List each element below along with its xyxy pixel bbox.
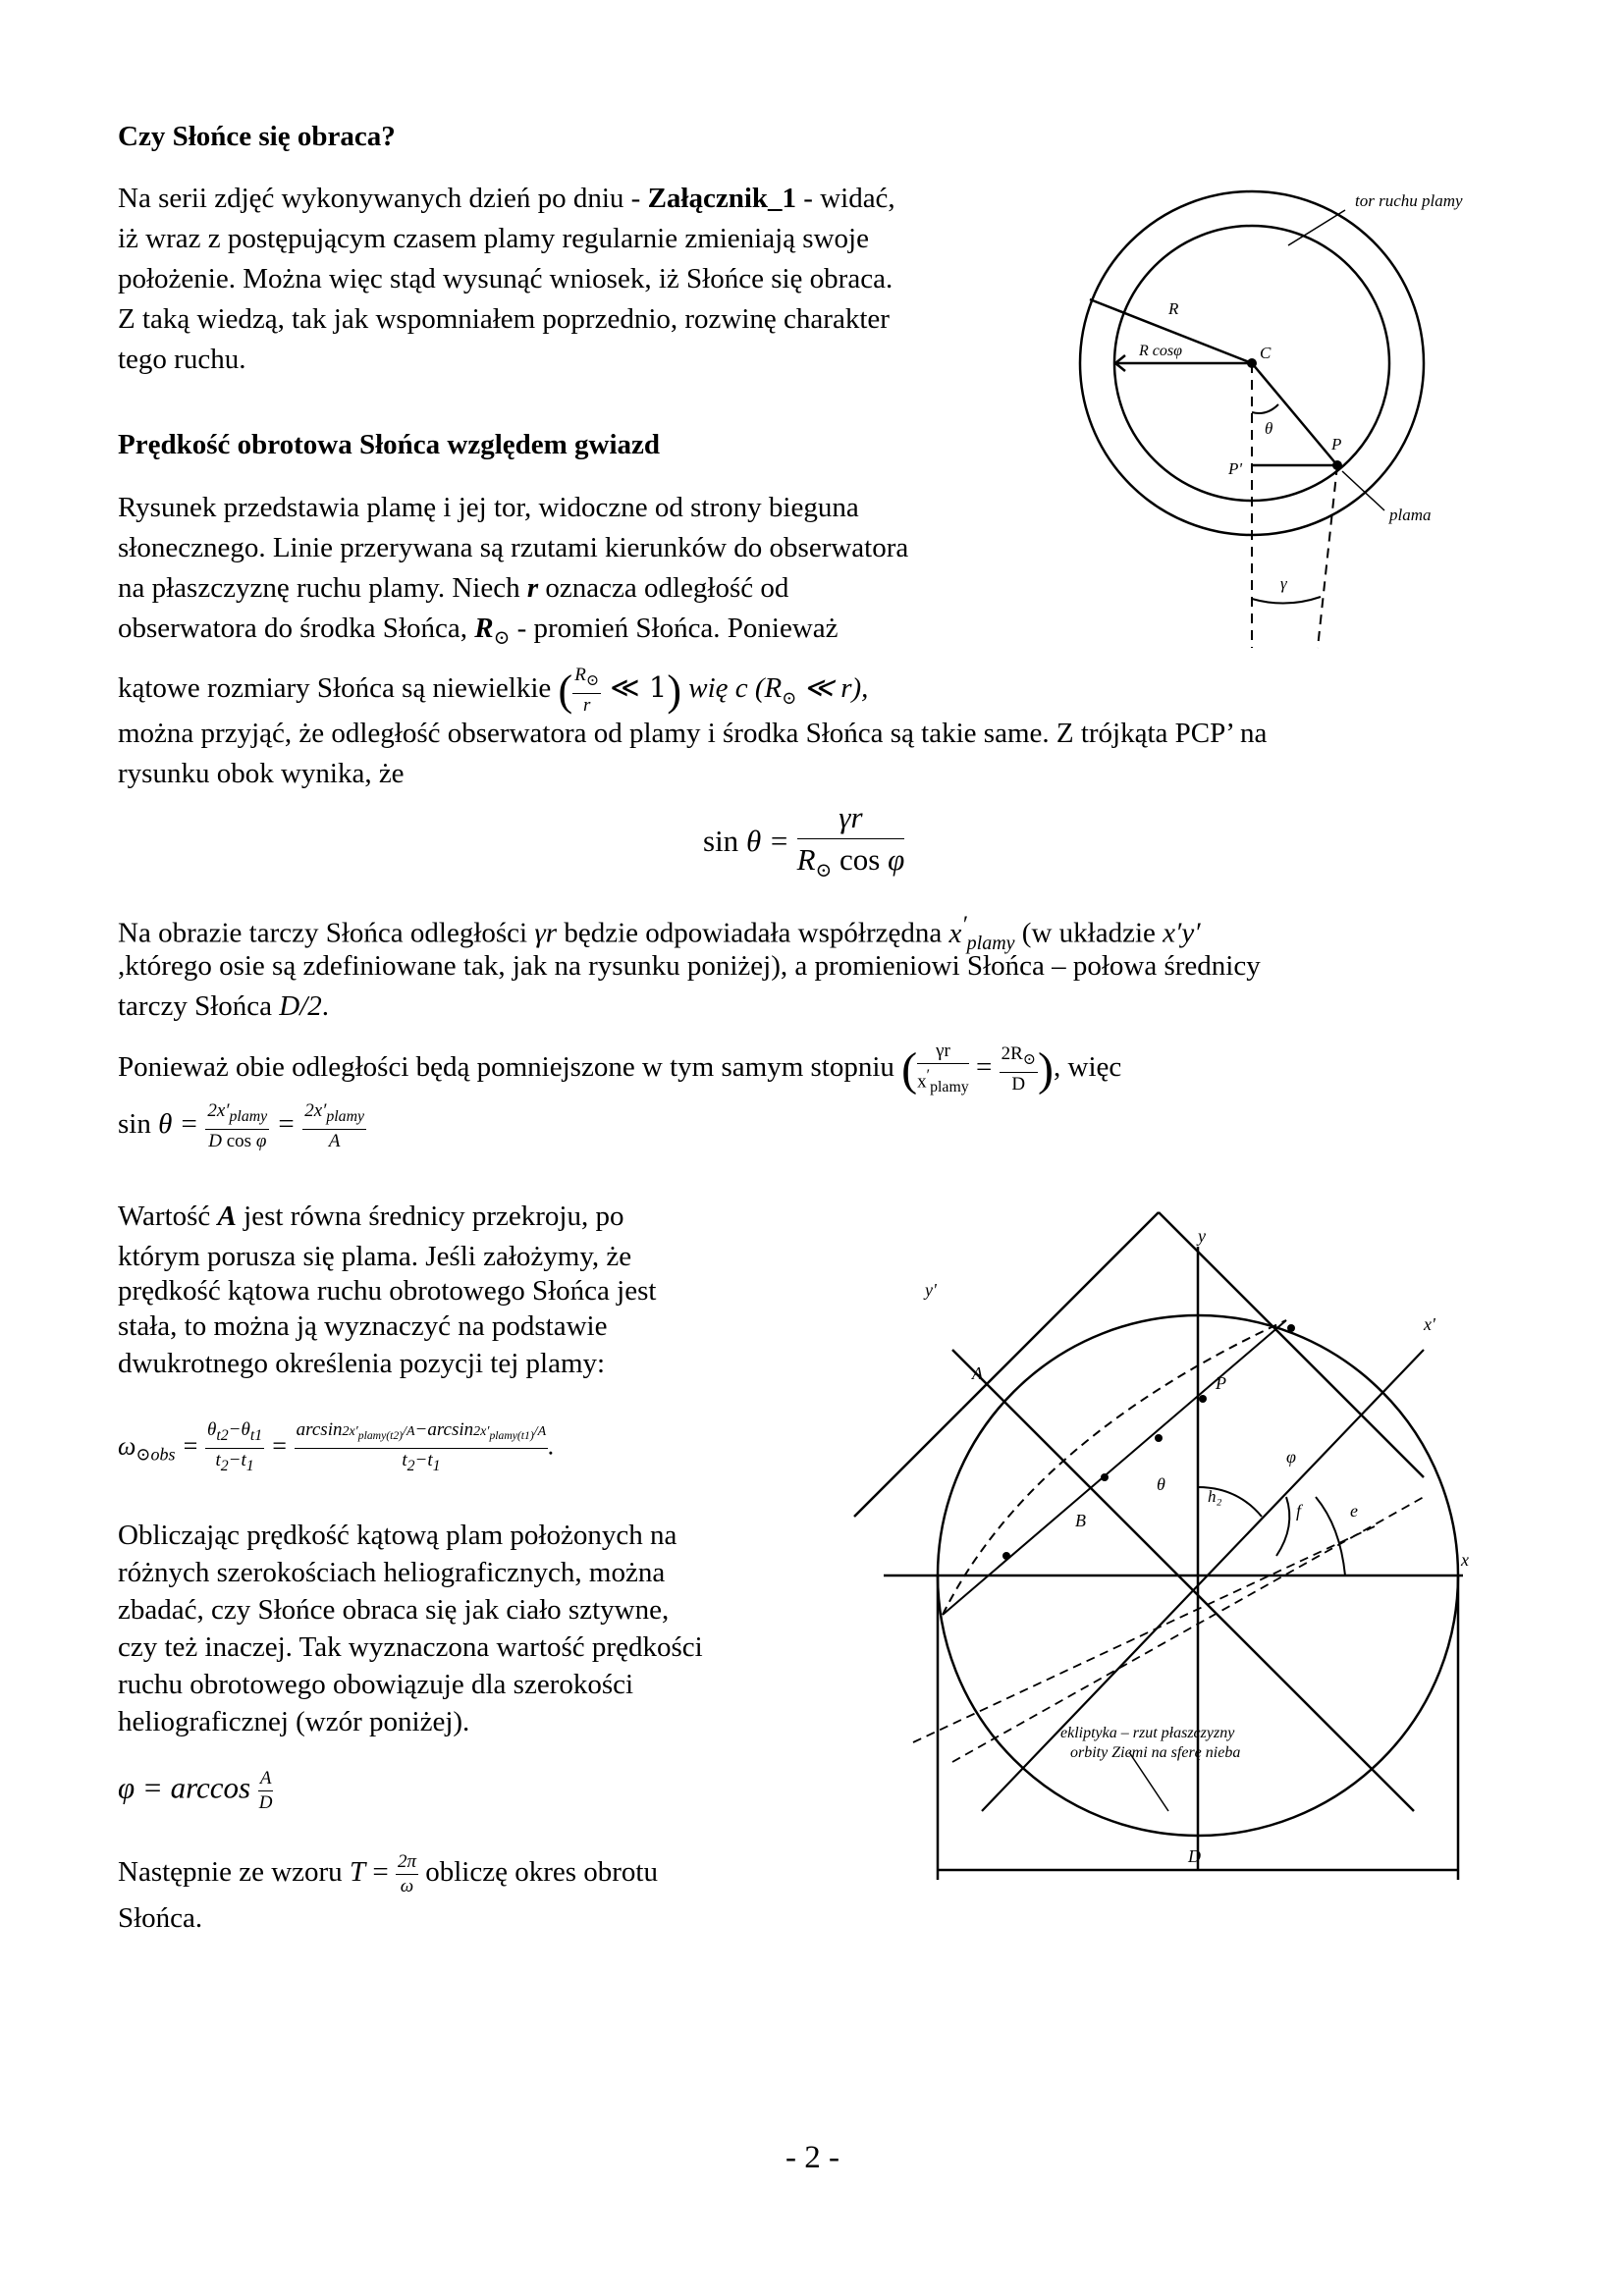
para2-line4: obserwatora do środka Słońca, $R_⊙$ - promień Słońca. Ponieważ [118, 613, 839, 649]
label-C: C [1260, 344, 1272, 362]
para5-line5: ruchu obrotowego obowiązuje dla szerokości [118, 1669, 634, 1700]
para6-line2: Słońca. [118, 1902, 203, 1934]
para2-line3: na płaszczyznę ruchu plamy. Niech r oznacza odległość od [118, 572, 789, 604]
label-ecliptic-1: ekliptyka – rzut płaszczyzny [1060, 1725, 1235, 1741]
label-theta: θ [1265, 419, 1273, 438]
para1-line5: tego ruchu. [118, 344, 246, 375]
para2-line7: rysunku obok wynika, że [118, 758, 405, 789]
para1-line4: Z taką wiedzą, tak jak wspomniałem poprzednio, rozwinę charakter [118, 303, 890, 335]
label-P-prime: P' [1228, 459, 1243, 478]
para1-line3: położenie. Można więc stąd wysunąć wniosek, iż Słońce się obraca. [118, 263, 893, 294]
label-theta: θ [1157, 1474, 1165, 1494]
attachment-ref: Załącznik_1 [647, 183, 797, 214]
label-spot: plama [1389, 506, 1432, 524]
para4-line5: dwukrotnego określenia pozycji tej plamy: [118, 1348, 606, 1379]
label-D: D [1188, 1846, 1201, 1866]
para5-line3: zbadać, czy Słońce obraca się jak ciało sztywne, [118, 1594, 670, 1626]
formula-sin-theta-2: sin θ = $\frac{2x'_{plamy}}{\text{D cos φ}}$ = $\frac{2x'_{plamy}}{A}$ [118, 1100, 365, 1151]
para4-line2: którym porusza się plama. Jeśli założymy, że [118, 1241, 632, 1272]
label-R: R [1168, 299, 1179, 318]
label-h2: h₂ [1208, 1487, 1222, 1506]
para6-line1: Następnie ze wzoru T = $\frac{2\pi}{\omega}$ obliczę okres obrotu [118, 1851, 658, 1896]
formula-sin-theta: sin θ = $\frac{\gamma r}{R_⊙ \cos \varphi}$ [703, 797, 904, 891]
label-B: B [1075, 1511, 1086, 1530]
label-P: P [1331, 435, 1342, 454]
label-e: e [1350, 1501, 1358, 1521]
page-number: - 2 - [785, 2140, 839, 2175]
label-P: P [1216, 1373, 1226, 1393]
para5-line4: czy też inaczej. Tak wyznaczona wartość prędkości [118, 1631, 703, 1663]
label-gamma: γ [1280, 574, 1287, 593]
heading-rotation: Czy Słońce się obraca? [118, 121, 396, 152]
label-x-prime: x' [1424, 1314, 1435, 1334]
para4-line4: stała, to można ją wyznaczyć na podstawie [118, 1310, 608, 1342]
para2-line5: kątowe rozmiary Słońca są niewielkie ( $\frac{R_⊙}{r}$ ≪ 1) wię c ($R_⊙$ ≪ r), [118, 665, 869, 716]
label-track: tor ruchu plamy [1355, 191, 1463, 210]
figure-solar-disk [835, 1202, 1473, 1890]
para1-line1: Na serii zdjęć wykonywanych dzień po dniu - Załącznik_1 - widać, [118, 183, 895, 214]
para3-line1: Na obrazie tarczy Słońca odległości γr będzie odpowiadała współrzędna $x'_{plamy}$ (w układzie x′y′ [118, 911, 1201, 954]
figure-spot-orbit [1060, 187, 1522, 658]
para3-line2: ,którego osie są zdefiniowane tak, jak na rysunku poniżej), a promieniowi Słońca – połowa średnicy [118, 950, 1261, 982]
para5-line1: Obliczając prędkość kątową plam położonych na [118, 1520, 677, 1551]
label-A: A [972, 1363, 983, 1383]
formula-phi: φ = arccos $\frac{A}{D}$ [118, 1768, 273, 1813]
para2-line2: słonecznego. Linie przerywana są rzutami kierunków do obserwatora [118, 532, 909, 563]
para4-line3: prędkość kątowa ruchu obrotowego Słońca jest [118, 1275, 657, 1307]
label-f: f [1296, 1501, 1302, 1521]
para3-line3: tarczy Słońca D/2. [118, 990, 330, 1022]
para1-line2: iż wraz z postępującym czasem plamy regularnie zmieniają swoje [118, 223, 869, 254]
para2-line6: można przyjąć, że odległość obserwatora od plamy i środka Słońca są takie same. Z trójkąta PCP’ na [118, 718, 1268, 749]
label-y-prime: y' [925, 1280, 937, 1300]
para5-line2: różnych szerokościach heliograficznych, można [118, 1557, 666, 1588]
label-x: x [1461, 1550, 1469, 1570]
label-y: y [1198, 1226, 1206, 1246]
para3-line4: Ponieważ obie odległości będą pomniejszone w tym samym stopniu ( $\frac{\gamma r}{x'_{plamy}}$ = $\frac{2R_⊙}{D}$ ), więc [118, 1041, 1122, 1096]
para4-line1: Wartość A jest równa średnicy przekroju, po [118, 1201, 624, 1232]
label-phi: φ [1286, 1447, 1296, 1467]
ratio-fraction: $\frac{R_⊙}{r}$ [574, 665, 600, 716]
formula-omega: $\omega_{⊙obs}$ = $\frac{\theta_{t2}-\theta_{t1}}{t_2-t_1}$ = $\frac{\arcsin 2x'_{plamy(t2)}/A-\arcsin 2x'_{plamy(t1)}/A}{t_2-t_1}$ . [118, 1419, 555, 1474]
label-Rcos: R cosφ [1139, 343, 1182, 359]
para5-line6: heliograficznej (wzór poniżej). [118, 1706, 470, 1737]
heading-rotation-speed: Prędkość obrotowa Słońca względem gwiazd [118, 429, 661, 460]
label-ecliptic-2: orbity Ziemi na sferę nieba [1070, 1744, 1241, 1761]
para2-line1: Rysunek przedstawia plamę i jej tor, widoczne od strony bieguna [118, 492, 859, 523]
